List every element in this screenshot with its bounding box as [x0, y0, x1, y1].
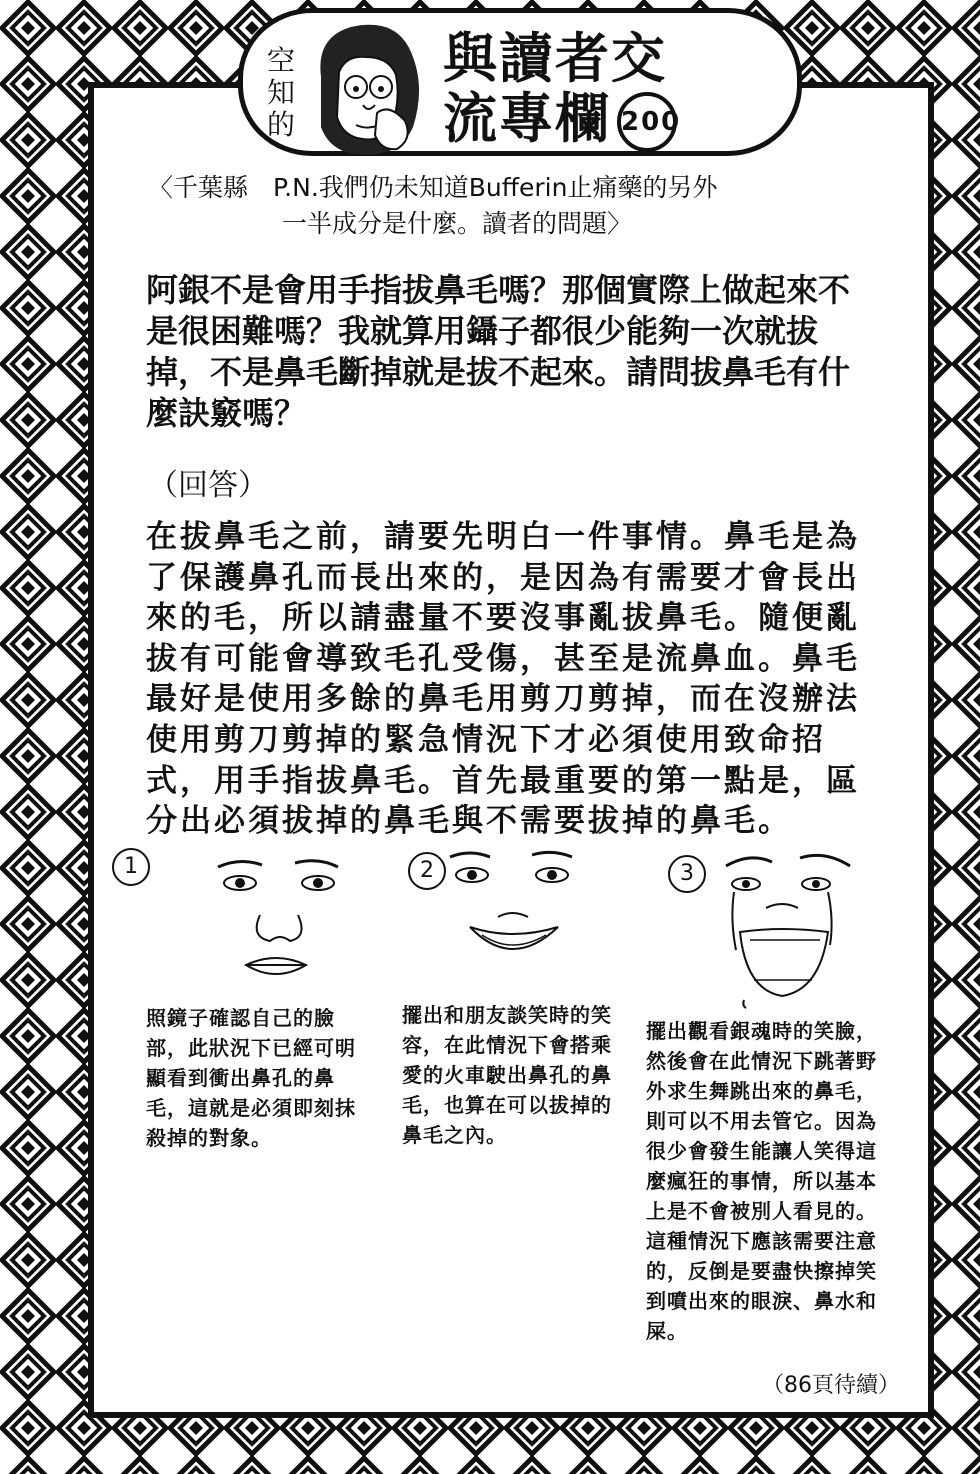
author-tag: 空知的: [266, 44, 295, 141]
continued-note: （86頁待續）: [762, 1373, 900, 1398]
step-3-caption: 擺出觀看銀魂時的笑臉，然後會在此情況下跳著野外求生舞跳出來的鼻毛，則可以不用去管它。因為很少會發生能讓人笑得這麼瘋狂的事情，所以基本上是不會被別人看見的。這種情況下應該需要注意的，反倒是要盡快擦掉笑到噴出來的眼淚、鼻水和屎。: [646, 1019, 877, 1343]
column-title: [443, 29, 743, 152]
column-title-line1: 與讀者交: [443, 27, 667, 90]
neutral-face-icon: [200, 845, 380, 990]
reader-info-line1: 〈千葉縣 P.N.我們仍未知道Bufferin止痛藥的另外: [148, 173, 718, 202]
column-header: [238, 8, 802, 156]
answer-label: （回答）: [148, 468, 268, 503]
step-2-caption: 擺出和朋友談笑時的笑容，在此情況下會搭乘愛的火車駛出鼻孔的鼻毛，也算在可以拔掉的鼻毛之內。: [402, 1003, 612, 1147]
column-title-line2: 流專欄: [443, 87, 611, 150]
issue-number-badge: 200: [617, 92, 677, 152]
answer-body: 在拔鼻毛之前，請要先明白一件事情。鼻毛是為了保護鼻孔而長出來的，是因為有需要才會長出來的毛，所以請盡量不要沒事亂拔鼻毛。隨便亂拔有可能會導致毛孔受傷，甚至是流鼻血。鼻毛最好是使用多餘的鼻毛用剪刀剪掉，而在沒辦法使用剪刀剪掉的緊急情況下才必須使用致命招式，用手指拔鼻毛。首先最重要的第一點是，區分出必須拔掉的鼻毛與不需要拔掉的鼻毛。: [146, 519, 860, 840]
reader-info-line2: 一半成分是什麼。讀者的問題〉: [282, 209, 633, 238]
gorilla-mascot-icon: [301, 17, 431, 157]
step-1-number: 1: [112, 848, 150, 886]
laughing-face-icon: [710, 840, 880, 1010]
step-1-caption: 照鏡子確認自己的臉部，此狀況下已經可明顯看到衝出鼻孔的鼻毛，這就是必須即刻抹殺掉的對象。: [146, 1006, 356, 1150]
reader-question: 阿銀不是會用手指拔鼻毛嗎？那個實際上做起來不是很困難嗎？我就算用鑷子都很少能夠一次就拔掉，不是鼻毛斷掉就是拔不起來。請問拔鼻毛有什麼訣竅嗎？: [146, 271, 851, 432]
step-3-number: 3: [668, 855, 706, 893]
step-2-number: 2: [408, 852, 446, 890]
smiling-face-icon: [440, 845, 610, 975]
reader-info: [148, 170, 808, 242]
